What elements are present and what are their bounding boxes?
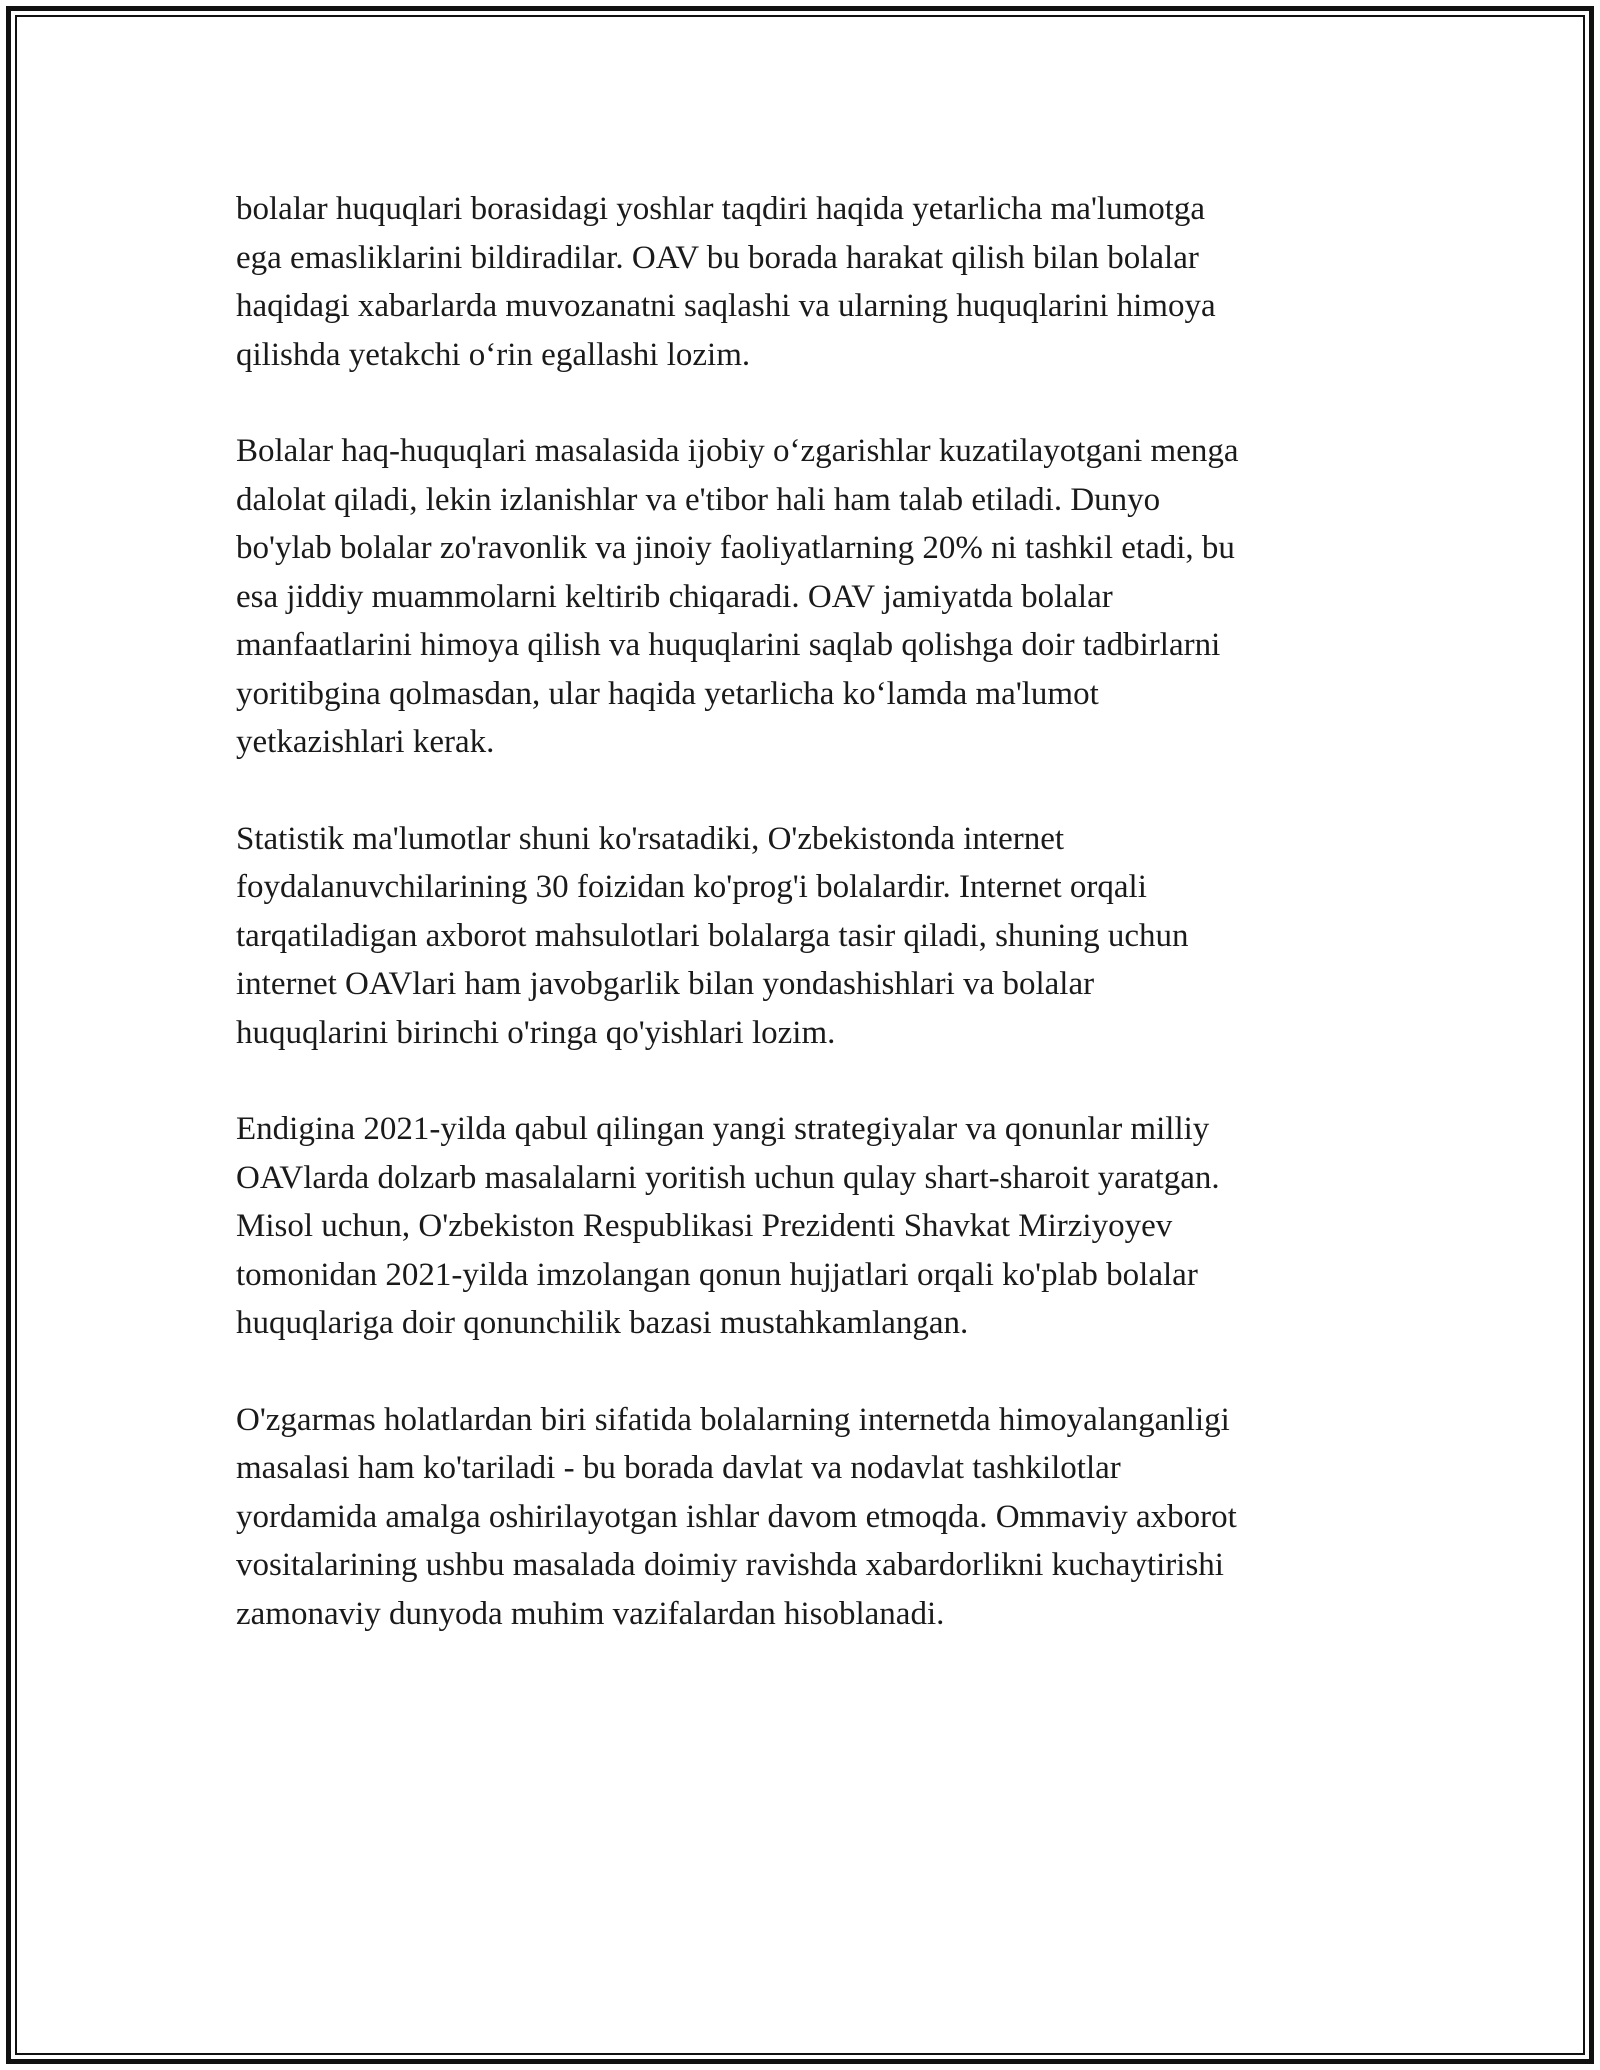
document-body xyxy=(236,185,1366,1686)
paragraph-2: Bolalar haq-huquqlari masalasida ijobiy o‘zgarishlar kuzatilayotgani menga dalolat qiladi, lekin izlanishlar va e'tibor hali ham talab etiladi. Dunyo bo'ylab bolalar zo'ravonlik va jinoiy faoliyatlarning 20% ni tashkil etadi, bu esa jiddiy muammolarni keltirib chiqaradi. OAV jamiyatda bolalar manfaatlarini himoya qilish va huquqlarini saqlab qolishga doir tadbirlarni yoritibgina qolmasdan, ular haqida yetarlicha ko‘lamda ma'lumot yetkazishlari kerak. xyxy=(236,433,1239,760)
paragraph-1: bolalar huquqlari borasidagi yoshlar taqdiri haqida yetarlicha ma'lumotga ega emasliklarini bildiradilar. OAV bu borada harakat qilish bilan bolalar haqidagi xabarlarda muvozanatni saqlashi va ularning huquqlarini himoya qilishda yetakchi o‘rin egallashi lozim. xyxy=(236,191,1216,373)
paragraph-5: O'zgarmas holatlardan biri sifatida bolalarning internetda himoyalanganligi masalasi ham ko'tariladi - bu borada davlat va nodavlat tashkilotlar yordamida amalga oshirilayotgan ishlar davom etmoqda. Ommaviy axborot vositalarining ushbu masalada doimiy ravishda xabardorlikni kuchaytirishi zamonaviy dunyoda muhim vazifalardan hisoblanadi. xyxy=(236,1401,1237,1632)
paragraph-4: Endigina 2021-yilda qabul qilingan yangi strategiyalar va qonunlar milliy OAVlarda dolzarb masalalarni yoritish uchun qulay shart-sharoit yaratgan. Misol uchun, O'zbekiston Respublikasi Prezidenti Shavkat Mirziyoyev tomonidan 2021-yilda imzolangan qonun hujjatlari orqali ko'plab bolalar huquqlariga doir qonunchilik bazasi mustahkamlangan. xyxy=(236,1111,1220,1341)
paragraph-3: Statistik ma'lumotlar shuni ko'rsatadiki, O'zbekistonda internet foydalanuvchilarining 30 foizidan ko'prog'i bolalardir. Internet orqali tarqatiladigan axborot mahsulotlari bolalarga tasir qiladi, shuning uchun internet OAVlari ham javobgarlik bilan yondashishlari va bolalar huquqlarini birinchi o'ringa qo'yishlari lozim. xyxy=(236,820,1189,1051)
